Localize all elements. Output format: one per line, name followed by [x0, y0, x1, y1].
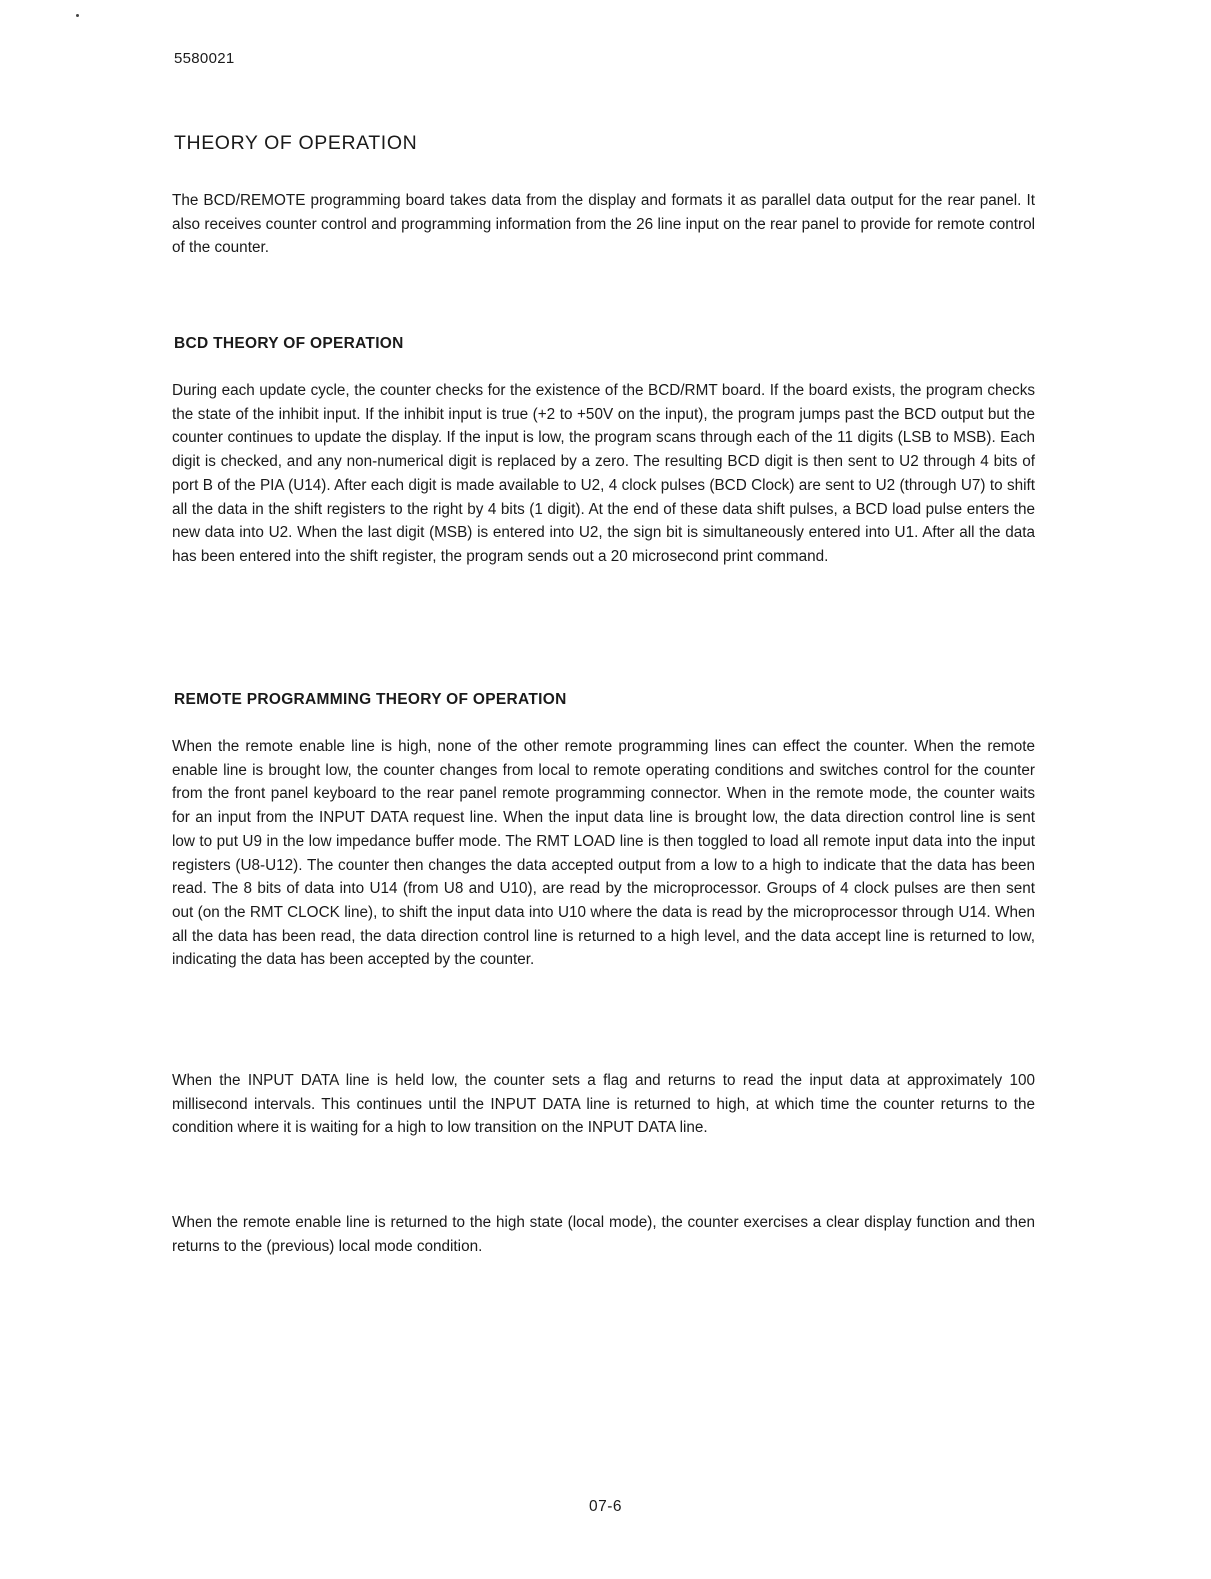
scan-mark [76, 14, 79, 17]
page-number: 07-6 [588, 1498, 623, 1515]
document-number: 5580021 [174, 50, 235, 67]
bcd-section-heading: BCD THEORY OF OPERATION [174, 335, 404, 352]
remote-paragraph-3: When the remote enable line is returned to the high state (local mode), the counter exercises a clear display function and then returns to the (previous) local mode condition. [172, 1214, 1035, 1255]
remote-paragraph-1: When the remote enable line is high, none of the other remote programming lines can effect the counter. When the remote enable line is brought low, the counter changes from local to remote operating conditions and switches control for the counter from the front panel keyboard to the rear panel remote programming connector. When in the remote mode, the counter waits for an input from the INPUT DATA request line. When the input data line is brought low, the data direction control line is sent low to put U9 in the low impedance buffer mode. The RMT LOAD line is then toggled to load all remote input data into the input registers (U8-U12). The counter then changes the data accepted output from a low to a high to indicate that the data has been read. The 8 bits of data into U14 (from U8 and U10), are read by the microprocessor. Groups of 4 clock pulses are then sent out (on the RMT CLOCK line), to shift the input data into U10 where the data is read by the microprocessor through U14. When all the data has been read, the data direction control line is returned to a high level, and the data accept line is returned to low, indicating the data has been accepted by the counter. [172, 738, 1035, 969]
bcd-paragraph: During each update cycle, the counter checks for the existence of the BCD/RMT board. If the board exists, the program checks the state of the inhibit input. If the inhibit input is true (+2 to +50V on the input), the program jumps past the BCD output but the counter continues to update the display. If the input is low, the program scans through each of the 11 digits (LSB to MSB). Each digit is checked, and any non-numerical digit is replaced by a zero. The resulting BCD digit is then sent to U2 through 4 bits of port B of the PIA (U14). After each digit is made available to U2, 4 clock pulses (BCD Clock) are sent to U2 (through U7) to shift all the data in the shift registers to the right by 4 bits (1 digit). At the end of these data shift pulses, a BCD load pulse enters the new data into U2. When the last digit (MSB) is entered into U2, the sign bit is simultaneously entered into U1. After all the data has been entered into the shift register, the program sends out a 20 microsecond print command. [172, 382, 1035, 565]
page-title: THEORY OF OPERATION [174, 132, 418, 154]
intro-paragraph: The BCD/REMOTE programming board takes data from the display and formats it as parallel data output for the rear panel. It also receives counter control and programming information from the 26 line input on the rear panel to provide for remote control of the counter. [172, 192, 1035, 257]
remote-paragraph-2: When the INPUT DATA line is held low, the counter sets a flag and returns to read the input data at approximately 100 millisecond intervals. This continues until the INPUT DATA line is returned to high, at which time the counter returns to the condition where it is waiting for a high to low transition on the INPUT DATA line. [172, 1072, 1035, 1137]
remote-section-heading: REMOTE PROGRAMMING THEORY OF OPERATION [174, 691, 567, 708]
